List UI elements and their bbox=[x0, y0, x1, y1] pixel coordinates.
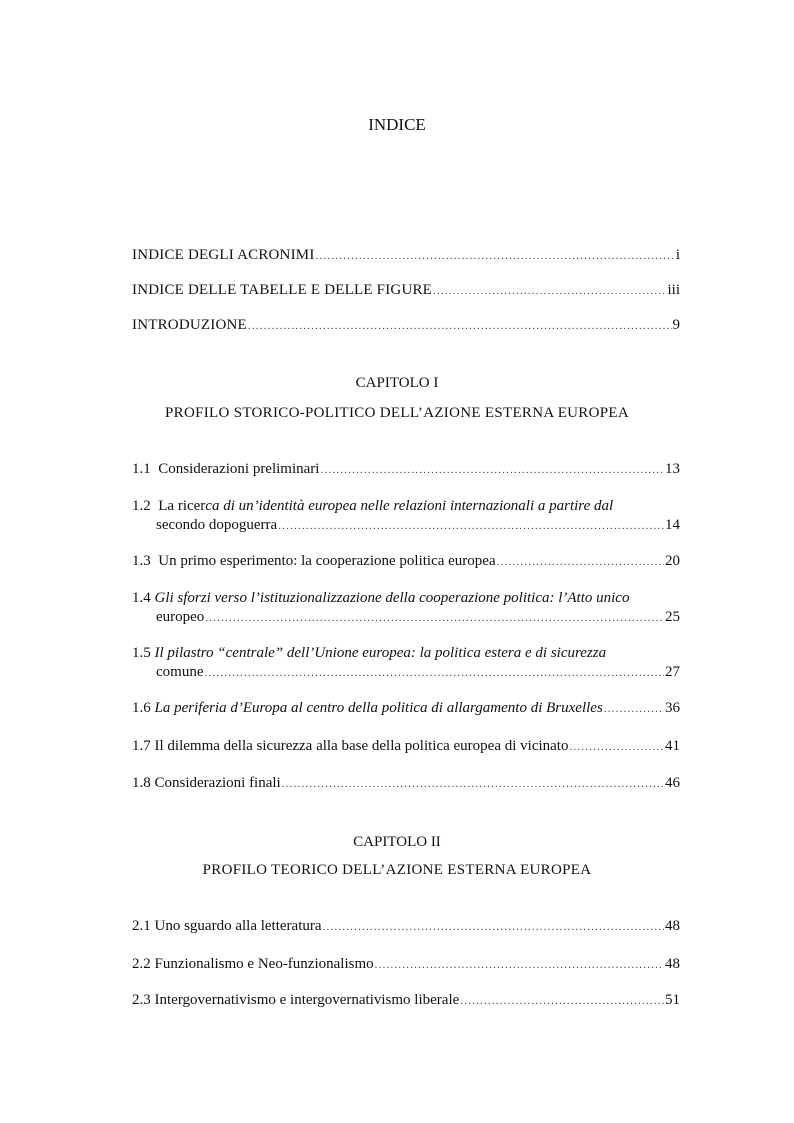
toc-entry-label-italic: ca di un’identità europea nelle relazioni internazionali a partire dal bbox=[205, 498, 614, 514]
dot-leader bbox=[604, 700, 664, 719]
toc-entry-label: INDICE DELLE TABELLE E DELLE FIGURE bbox=[132, 282, 433, 298]
toc-entry-1-1 bbox=[132, 460, 680, 480]
toc-entry-2-3 bbox=[132, 991, 680, 1011]
toc-entry-1-2 bbox=[132, 497, 680, 536]
section-number: 1.3 bbox=[132, 553, 151, 569]
toc-entry-label-cont: comune bbox=[156, 664, 204, 680]
toc-entry-label-cont: secondo dopoguerra bbox=[156, 517, 278, 533]
toc-page-number: 46 bbox=[665, 775, 680, 791]
toc-entry-1-6 bbox=[132, 699, 680, 719]
chapter-1-title: PROFILO STORICO-POLITICO DELL’AZIONE ESTERNA EUROPEA bbox=[165, 405, 629, 421]
toc-entry-label: Intergovernativismo e intergovernativismo liberale bbox=[154, 992, 460, 1008]
chapter-2-label: CAPITOLO II bbox=[353, 834, 441, 850]
toc-entry-1-7 bbox=[132, 737, 680, 757]
toc-page-number: 48 bbox=[665, 956, 680, 972]
toc-entry-label: INDICE DEGLI ACRONIMI bbox=[132, 247, 315, 263]
toc-page-number: 9 bbox=[672, 317, 680, 333]
dot-leader bbox=[204, 664, 664, 683]
dot-leader bbox=[460, 992, 664, 1011]
dot-leader bbox=[316, 247, 675, 266]
dot-leader bbox=[278, 517, 664, 536]
toc-entry-label: Considerazioni finali bbox=[154, 775, 281, 791]
toc-page-number: 25 bbox=[665, 609, 680, 625]
toc-entry-label-italic: Gli sforzi verso l’istituzionalizzazione della cooperazione politica: l’Atto unico bbox=[154, 590, 630, 606]
section-number: 1.1 bbox=[132, 461, 151, 477]
dot-leader bbox=[375, 956, 664, 975]
toc-entry-1-3 bbox=[132, 552, 680, 572]
section-number: 1.7 bbox=[132, 738, 151, 754]
section-number: 2.1 bbox=[132, 918, 151, 934]
toc-page-number: 20 bbox=[665, 553, 680, 569]
toc-entry-label-prefix: La ricer bbox=[158, 498, 206, 514]
dot-leader bbox=[433, 282, 666, 301]
toc-entry-1-5 bbox=[132, 644, 680, 683]
toc-page-number: 14 bbox=[665, 517, 680, 533]
toc-entry-2-2 bbox=[132, 955, 680, 975]
toc-entry-label-cont: europeo bbox=[156, 609, 205, 625]
dot-leader bbox=[569, 738, 664, 757]
toc-entry-label: Uno sguardo alla letteratura bbox=[154, 918, 322, 934]
toc-entry-1-8 bbox=[132, 774, 680, 794]
toc-page-number: 41 bbox=[665, 738, 680, 754]
section-number: 1.8 bbox=[132, 775, 151, 791]
section-number: 1.2 bbox=[132, 498, 151, 514]
dot-leader bbox=[282, 775, 664, 794]
section-number: 1.4 bbox=[132, 590, 151, 606]
section-number: 2.2 bbox=[132, 956, 151, 972]
toc-page-number: 27 bbox=[665, 664, 680, 680]
chapter-2-title: PROFILO TEORICO DELL’AZIONE ESTERNA EUROPEA bbox=[202, 862, 592, 878]
toc-page-number: i bbox=[675, 247, 680, 263]
toc-entry-acronimi bbox=[132, 246, 680, 266]
dot-leader bbox=[320, 461, 664, 480]
toc-entry-label: INTRODUZIONE bbox=[132, 317, 247, 333]
dot-leader bbox=[248, 317, 672, 336]
page-title: INDICE bbox=[368, 115, 426, 134]
toc-entry-label-italic: La periferia d’Europa al centro della politica di allargamento di Bruxelles bbox=[154, 700, 603, 716]
dot-leader bbox=[205, 609, 664, 628]
toc-entry-label: Funzionalismo e Neo-funzionalismo bbox=[154, 956, 374, 972]
toc-entry-tabelle bbox=[132, 281, 680, 301]
section-number: 1.5 bbox=[132, 645, 151, 661]
toc-page-number: iii bbox=[667, 282, 680, 298]
toc-page-number: 36 bbox=[665, 700, 680, 716]
section-number: 1.6 bbox=[132, 700, 151, 716]
toc-page-number: 13 bbox=[665, 461, 680, 477]
toc-page-number: 48 bbox=[665, 918, 680, 934]
chapter-1-label: CAPITOLO I bbox=[355, 375, 439, 391]
toc-entry-1-4 bbox=[132, 589, 680, 628]
toc-page-number: 51 bbox=[665, 992, 680, 1008]
toc-entry-label: Il dilemma della sicurezza alla base della politica europea di vicinato bbox=[154, 738, 569, 754]
toc-entry-label-italic: Il pilastro “centrale” dell’Unione europea: la politica estera e di sicurezza bbox=[154, 645, 607, 661]
section-number: 2.3 bbox=[132, 992, 151, 1008]
toc-entry-2-1 bbox=[132, 917, 680, 937]
dot-leader bbox=[497, 553, 664, 572]
toc-entry-introduzione bbox=[132, 316, 680, 336]
toc-entry-label: Un primo esperimento: la cooperazione politica europea bbox=[158, 553, 496, 569]
dot-leader bbox=[323, 918, 664, 937]
toc-entry-label: Considerazioni preliminari bbox=[158, 461, 320, 477]
